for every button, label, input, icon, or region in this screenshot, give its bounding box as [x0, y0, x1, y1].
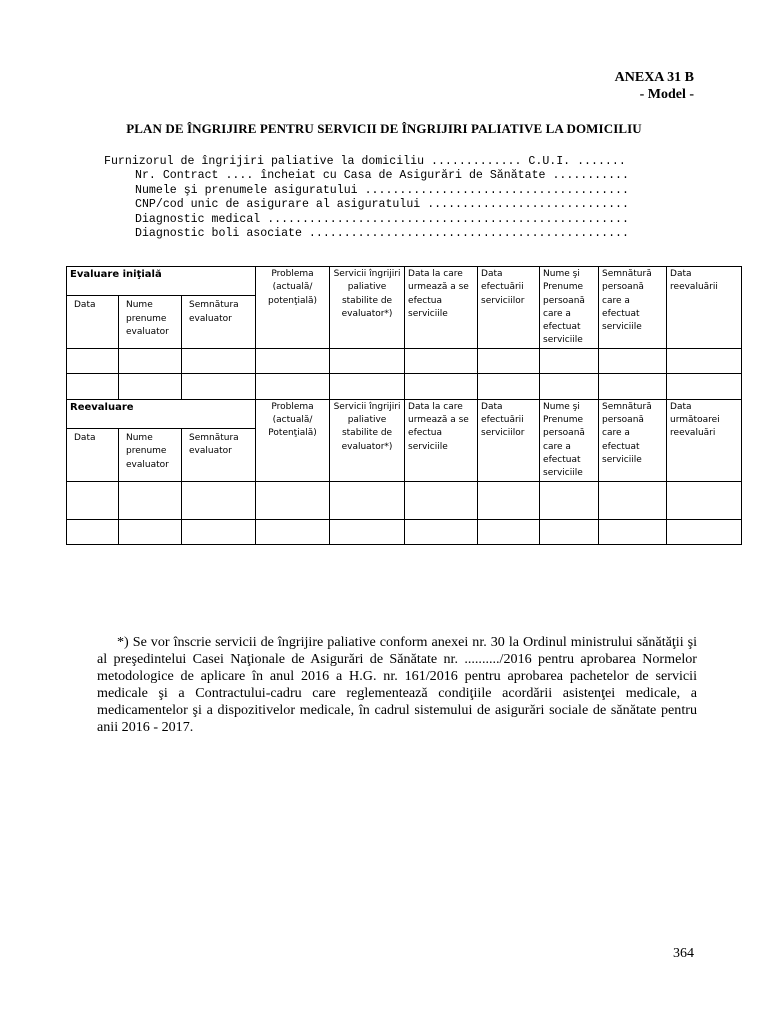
document-title: PLAN DE ÎNGRIJIRE PENTRU SERVICII DE ÎNGRIJIRI PALIATIVE LA DOMICILIU [126, 121, 642, 136]
performer-name-column-header: Nume şi Prenume persoană care a efectuat serviciile [540, 267, 599, 349]
evaluator-name-header: Nume prenume evaluator [119, 429, 182, 482]
problem-column-header: Problema (actuală/ potenţială) [256, 267, 330, 349]
services-column-header: Servicii îngrijiri paliative stabilite de evaluator*) [330, 267, 405, 349]
execution-date-column-header: Data efectuării serviciilor [478, 399, 540, 481]
performer-signature-column-header: Semnătură persoană care a efectuat serviciile [599, 267, 667, 349]
model-label: - Model - [639, 87, 694, 102]
form-line-insured-name: Numele şi prenumele asiguratului ...................................... [135, 184, 629, 197]
reevaluation-label: Reevaluare [67, 399, 256, 428]
performer-signature-column-header: Semnătură persoană care a efectuat serviciile [599, 399, 667, 481]
evaluator-name-header: Nume prenume evaluator [119, 296, 182, 349]
scheduled-date-column-header: Data la care urmează a se efectua serviciile [405, 267, 478, 349]
table-row [67, 348, 742, 373]
execution-date-column-header: Data efectuării serviciilor [478, 267, 540, 349]
annex-number: ANEXA 31 B [614, 70, 694, 85]
evaluator-signature-header: Semnătura evaluator [182, 429, 256, 482]
form-line-cnp: CNP/cod unic de asigurare al asiguratului ............................. [135, 198, 629, 211]
performer-name-column-header: Nume şi Prenume persoană care a efectuat serviciile [540, 399, 599, 481]
evaluator-signature-header: Semnătura evaluator [182, 296, 256, 349]
table-row [67, 373, 742, 399]
footnote: *) Se vor înscrie servicii de îngrijire paliative conform anexei nr. 30 la Ordinul ministrului sănătăţii şi al preşedintelui Casei Naţionale de Asigurări de Sănătate nr. ........../2016 pentru aprobarea Normelor metodologice de aplicare în anul 2016 a H.G. nr. 161/2016 pentru aprobarea pachetelor de servicii medicale şi a Contractului-cadru care reglementează condiţiile acordării asistenţei medicale, a medicamentelor şi a dispozitivelor medicale, în cadrul sistemului de asigurări sociale de sănătate pentru anii 2016 - 2017. [97, 634, 697, 736]
table-row [67, 481, 742, 519]
form-line-diagnosis: Diagnostic medical .................................................... [135, 213, 629, 226]
problem-column-header: Problema (actuală/ Potenţială) [256, 399, 330, 481]
evaluation-date-header: Data [67, 296, 119, 349]
form-line-provider: Furnizorul de îngrijiri paliative la domiciliu ............. C.U.I. ....... [104, 155, 626, 168]
reevaluation-date-column-header: Data reevaluării [667, 267, 742, 349]
evaluation-date-header: Data [67, 429, 119, 482]
form-line-contract: Nr. Contract .... încheiat cu Casa de Asigurări de Sănătate ........... [135, 169, 629, 182]
reevaluation-header-row [67, 399, 742, 428]
scheduled-date-column-header: Data la care urmează a se efectua serviciile [405, 399, 478, 481]
annex-header [615, 69, 694, 103]
next-reevaluation-date-column-header: Data următoarei reevaluări [667, 399, 742, 481]
initial-evaluation-label: Evaluare iniţială [67, 267, 256, 296]
page-number: 364 [673, 946, 694, 961]
care-plan-table [66, 266, 742, 545]
table-row [67, 519, 742, 544]
services-column-header: Servicii îngrijiri paliative stabilite de evaluator*) [330, 399, 405, 481]
form-line-associated-diseases: Diagnostic boli asociate .............................................. [135, 227, 629, 240]
initial-evaluation-header-row [67, 267, 742, 296]
